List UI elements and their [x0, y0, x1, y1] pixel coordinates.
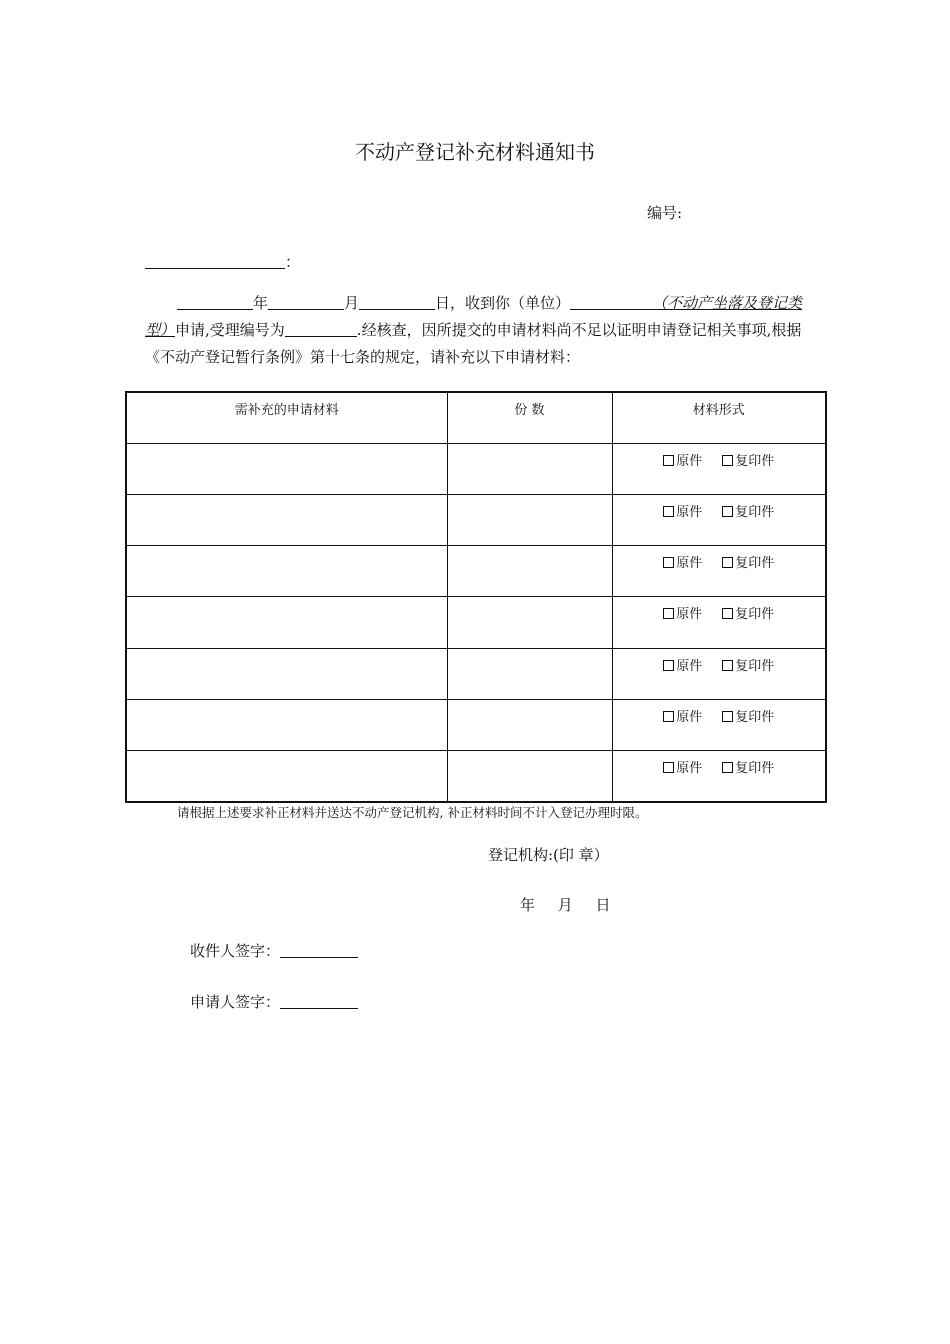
original-checkbox-label: 原件 [676, 760, 703, 776]
material-cell[interactable] [126, 444, 447, 495]
original-checkbox[interactable] [663, 552, 702, 571]
copy-checkbox-label: 复印件 [735, 454, 775, 470]
month-blank[interactable] [268, 294, 344, 310]
day-received-text: 日，收到你（单位） [435, 294, 571, 312]
copies-cell[interactable] [447, 444, 612, 495]
copy-checkbox[interactable] [722, 603, 774, 622]
copy-checkbox[interactable] [722, 757, 774, 776]
header-form: 材料形式 [612, 392, 826, 444]
material-cell[interactable] [126, 750, 447, 802]
receiver-signature-blank[interactable] [280, 942, 358, 958]
original-checkbox[interactable] [663, 655, 702, 674]
table-row [126, 597, 826, 648]
form-cell [612, 699, 826, 750]
material-cell[interactable] [126, 546, 447, 597]
material-cell[interactable] [126, 648, 447, 699]
original-checkbox-label: 原件 [676, 505, 703, 521]
table-header-row [126, 392, 826, 444]
original-checkbox-label: 原件 [676, 709, 703, 725]
number-label: 编号: [647, 204, 683, 222]
original-checkbox[interactable] [663, 501, 702, 520]
checkbox-square-icon[interactable] [663, 557, 674, 568]
original-checkbox[interactable] [663, 757, 702, 776]
form-cell [612, 750, 826, 802]
materials-table [125, 391, 827, 803]
table-row [126, 699, 826, 750]
receiver-signature-label: 收件人签字： [190, 942, 281, 960]
table-row [126, 444, 826, 495]
copy-checkbox-label: 复印件 [735, 607, 775, 623]
unit-blank[interactable] [570, 294, 652, 310]
copy-checkbox-label: 复印件 [735, 556, 775, 572]
addressee-line [145, 251, 300, 272]
notice-paragraph [145, 290, 810, 371]
original-checkbox[interactable] [663, 706, 702, 725]
table-row [126, 546, 826, 597]
material-cell[interactable] [126, 495, 447, 546]
apply-text: 申请,受理编号为 [175, 321, 285, 339]
original-checkbox-label: 原件 [676, 556, 703, 572]
year-blank[interactable] [177, 294, 253, 310]
note-text: 请根据上述要求补正材料并送达不动产登记机构, 补正材料时间不计入登记办理时限。 [177, 805, 648, 820]
table-row [126, 648, 826, 699]
day-blank[interactable] [359, 294, 435, 310]
checkbox-square-icon[interactable] [663, 506, 674, 517]
month-label: 月 [344, 294, 360, 312]
addressee-blank[interactable] [145, 253, 285, 269]
copies-cell[interactable] [447, 699, 612, 750]
copies-cell[interactable] [447, 648, 612, 699]
addressee-colon: ： [285, 253, 301, 271]
copy-checkbox[interactable] [722, 552, 774, 571]
original-checkbox-label: 原件 [676, 454, 703, 470]
checkbox-square-icon[interactable] [663, 608, 674, 619]
copy-checkbox[interactable] [722, 706, 774, 725]
year-label: 年 [253, 294, 269, 312]
checkbox-square-icon[interactable] [722, 455, 733, 466]
form-cell [612, 444, 826, 495]
applicant-signature-blank[interactable] [280, 993, 358, 1009]
form-cell [612, 648, 826, 699]
copy-checkbox-label: 复印件 [735, 760, 775, 776]
copy-checkbox[interactable] [722, 501, 774, 520]
acceptance-number-blank[interactable] [285, 321, 357, 337]
form-cell [612, 597, 826, 648]
checkbox-square-icon[interactable] [663, 711, 674, 722]
table-row [126, 750, 826, 802]
original-checkbox[interactable] [663, 450, 702, 469]
form-cell [612, 495, 826, 546]
copies-cell[interactable] [447, 597, 612, 648]
main-text: .经核查，因所提交的申请材料尚不足以证明申请登记相关事项,根据《不动产登记暂行条例》第十七条的规定，请补充以下申请材料： [145, 321, 802, 366]
checkbox-square-icon[interactable] [722, 660, 733, 671]
checkbox-square-icon[interactable] [663, 455, 674, 466]
copy-checkbox-label: 复印件 [735, 505, 775, 521]
checkbox-square-icon[interactable] [722, 762, 733, 773]
checkbox-square-icon[interactable] [663, 762, 674, 773]
material-cell[interactable] [126, 597, 447, 648]
copies-cell[interactable] [447, 546, 612, 597]
original-checkbox-label: 原件 [676, 607, 703, 623]
checkbox-square-icon[interactable] [722, 608, 733, 619]
header-copies: 份 数 [447, 392, 612, 444]
location-hint: （不动产坐落及登记类型） [145, 294, 803, 339]
checkbox-square-icon[interactable] [722, 506, 733, 517]
table-row [126, 495, 826, 546]
receiver-signature [190, 940, 358, 961]
material-cell[interactable] [126, 699, 447, 750]
applicant-signature-label: 申请人签字： [190, 993, 281, 1011]
authority-seal: 登记机构:(印 章） [488, 846, 609, 864]
copy-checkbox[interactable] [722, 450, 774, 469]
form-cell [612, 546, 826, 597]
checkbox-square-icon[interactable] [722, 557, 733, 568]
date-line: 年 月 日 [520, 896, 611, 914]
copies-cell[interactable] [447, 495, 612, 546]
copy-checkbox-label: 复印件 [735, 709, 775, 725]
header-material: 需补充的申请材料 [126, 392, 447, 444]
copies-cell[interactable] [447, 750, 612, 802]
original-checkbox[interactable] [663, 603, 702, 622]
copy-checkbox-label: 复印件 [735, 658, 775, 674]
checkbox-square-icon[interactable] [663, 660, 674, 671]
original-checkbox-label: 原件 [676, 658, 703, 674]
copy-checkbox[interactable] [722, 655, 774, 674]
checkbox-square-icon[interactable] [722, 711, 733, 722]
document-title: 不动产登记补充材料通知书 [355, 140, 595, 164]
applicant-signature [190, 991, 358, 1012]
